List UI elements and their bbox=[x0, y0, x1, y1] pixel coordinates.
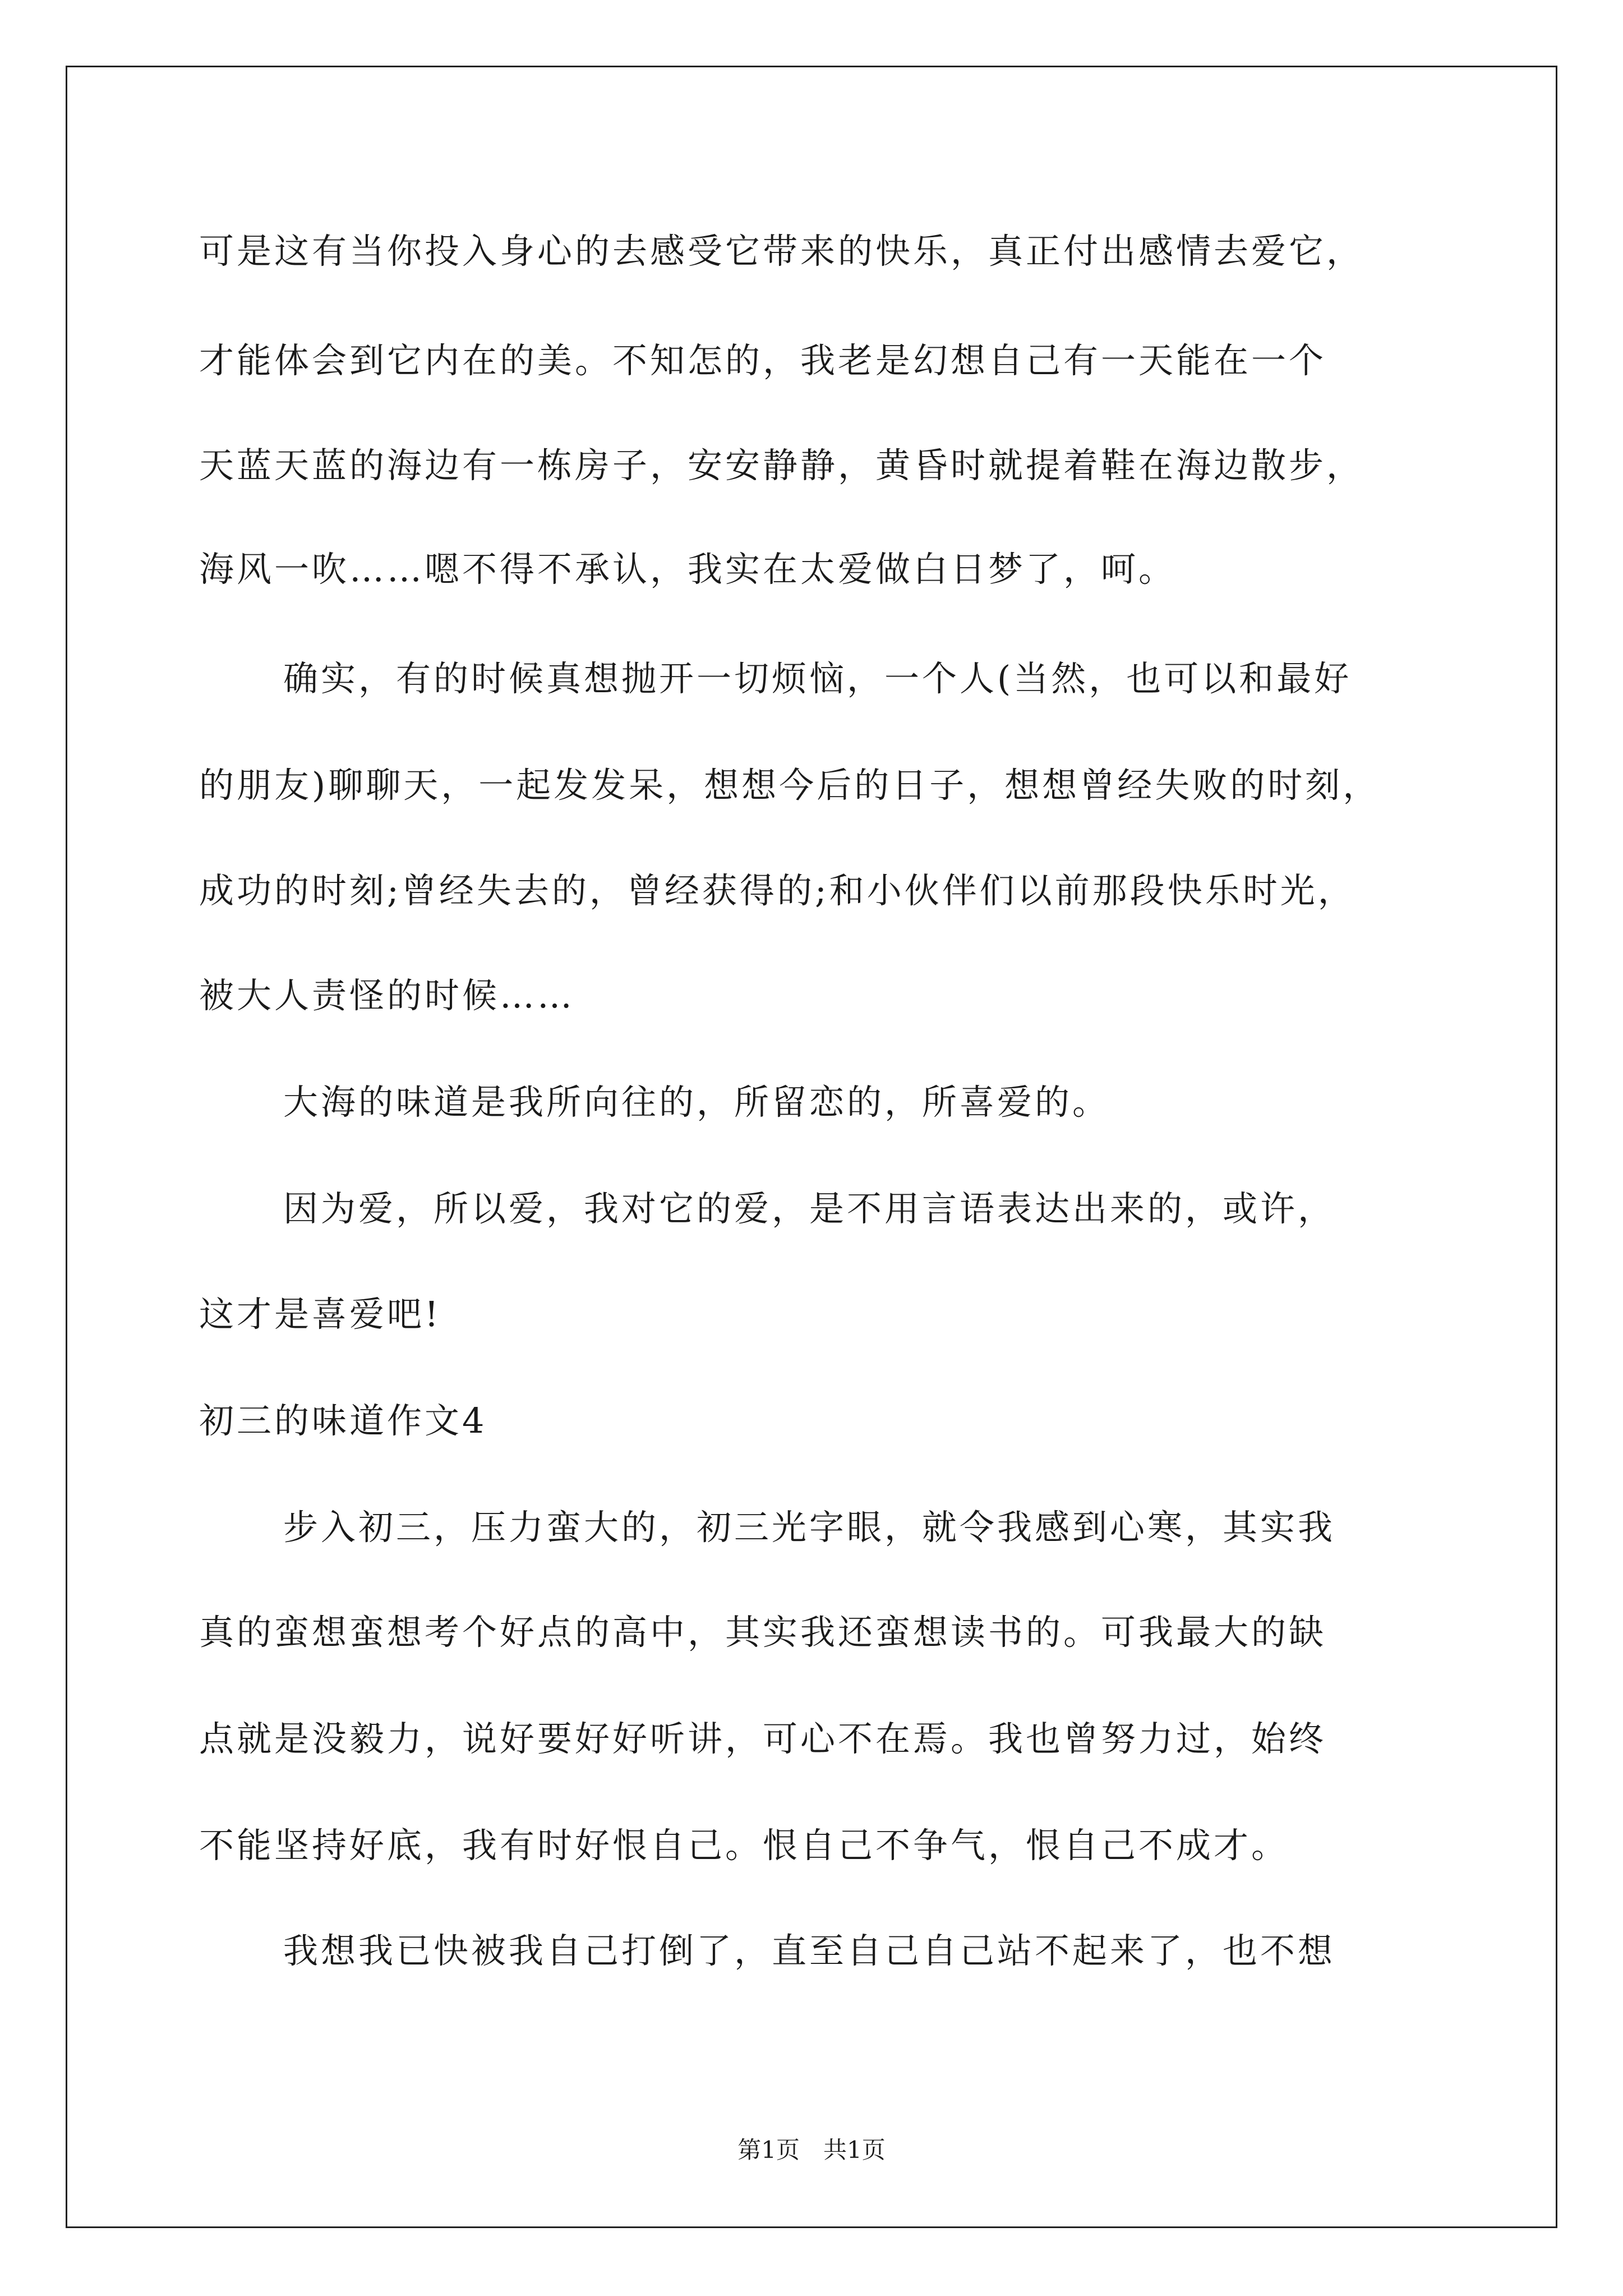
text-line: 这才是喜爱吧! bbox=[199, 1294, 441, 1335]
section-heading: 初三的味道作文4 bbox=[199, 1400, 487, 1441]
text-line: 被大人责怪的时候…… bbox=[199, 975, 575, 1016]
paragraph-start-line: 确实，有的时候真想抛开一切烦恼，一个人(当然，也可以和最好 bbox=[283, 658, 1352, 699]
text-line: 的朋友)聊聊天，一起发发呆，想想今后的日子，想想曾经失败的时刻， bbox=[199, 765, 1381, 806]
text-line: 点就是没毅力，说好要好好听讲，可心不在焉。我也曾努力过，始终 bbox=[199, 1718, 1327, 1759]
text-line: 可是这有当你投入身心的去感受它带来的快乐，真正付出感情去爱它， bbox=[199, 231, 1364, 272]
text-line: 真的蛮想蛮想考个好点的高中，其实我还蛮想读书的。可我最大的缺 bbox=[199, 1612, 1327, 1653]
page-border bbox=[66, 66, 1557, 2228]
paragraph-start-line: 步入初三，压力蛮大的，初三光字眼，就令我感到心寒，其实我 bbox=[283, 1507, 1336, 1548]
paragraph-start-line: 我想我已快被我自己打倒了，直至自己自己站不起来了，也不想 bbox=[283, 1930, 1336, 1971]
paragraph-start-line: 因为爱，所以爱，我对它的爱，是不用言语表达出来的，或许， bbox=[283, 1188, 1336, 1229]
text-line: 不能坚持好底，我有时好恨自己。恨自己不争气，恨自己不成才。 bbox=[199, 1825, 1289, 1866]
paragraph-start-line: 大海的味道是我所向往的，所留恋的，所喜爱的。 bbox=[283, 1082, 1110, 1122]
page-footer: 第1页 共1页 bbox=[737, 2136, 886, 2164]
text-line: 成功的时刻;曾经失去的，曾经获得的;和小伙伴们以前那段快乐时光， bbox=[199, 870, 1355, 911]
text-line: 天蓝天蓝的海边有一栋房子，安安静静，黄昏时就提着鞋在海边散步， bbox=[199, 445, 1364, 486]
text-line: 海风一吹……嗯不得不承认，我实在太爱做白日梦了，呵。 bbox=[199, 549, 1177, 590]
text-line: 才能体会到它内在的美。不知怎的，我老是幻想自己有一天能在一个 bbox=[199, 340, 1327, 381]
